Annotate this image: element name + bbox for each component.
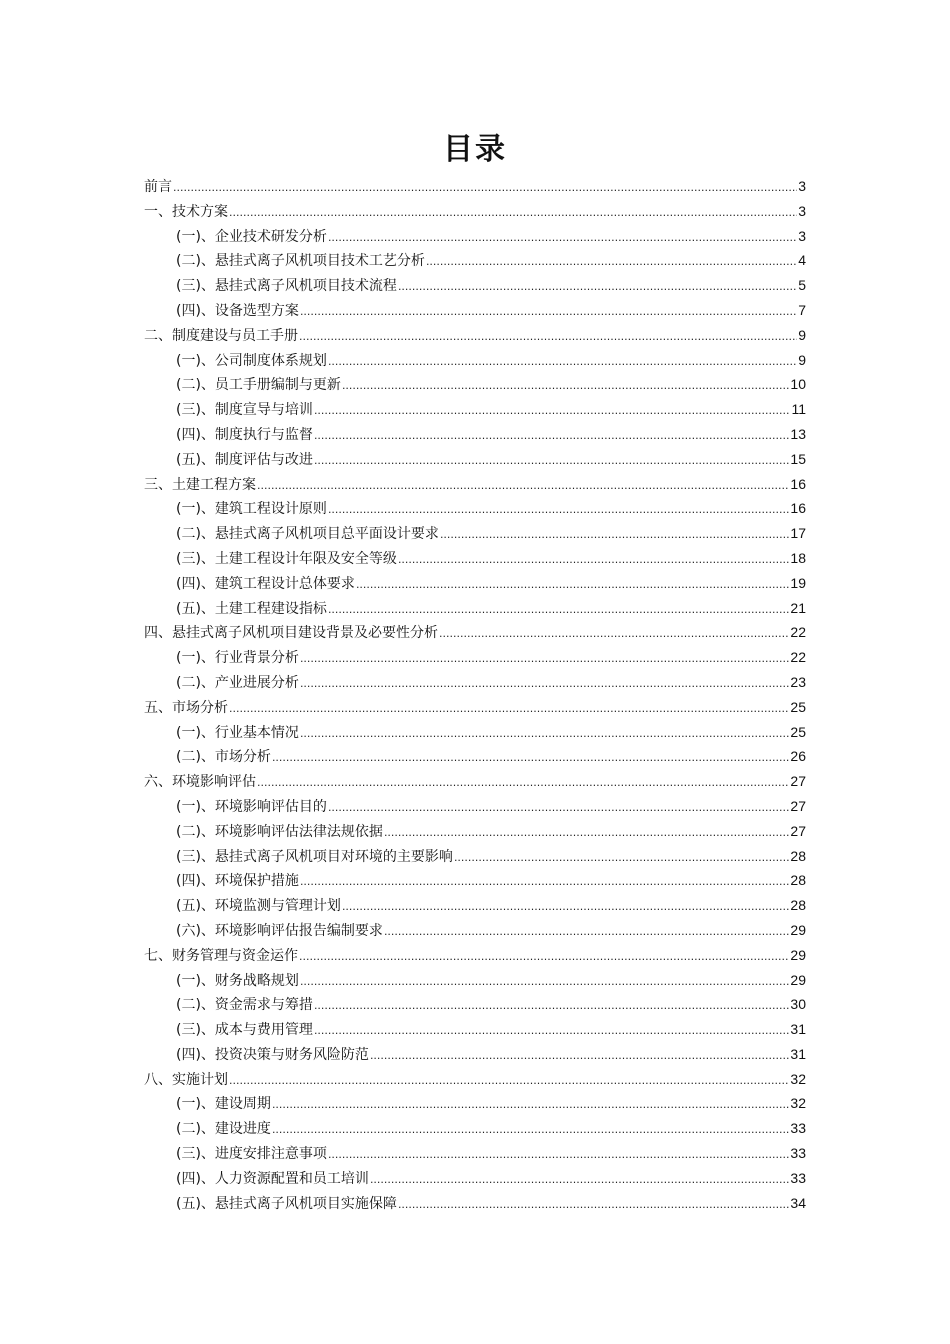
toc-page-number: 3 [798,227,806,244]
toc-chapter-entry[interactable] [144,472,806,497]
toc-section-entry[interactable] [144,1141,806,1166]
toc-dot-leader [398,548,789,573]
toc-page-number: 32 [790,1070,806,1087]
toc-dot-leader [398,275,797,300]
toc-section-entry[interactable] [144,546,806,571]
toc-page-number: 31 [790,1045,806,1062]
toc-entry-title: (五)、制度评估与改进 [176,451,313,468]
toc-section-entry[interactable] [144,447,806,472]
toc-chapter-entry[interactable] [144,769,806,794]
toc-entry-title: (二)、建设进度 [176,1121,271,1138]
toc-section-entry[interactable] [144,794,806,819]
toc-entry-title: (二)、悬挂式离子风机项目总平面设计要求 [176,526,439,543]
toc-page-number: 32 [790,1095,806,1112]
toc-dot-leader [439,622,789,647]
toc-section-entry[interactable] [144,596,806,621]
toc-section-entry[interactable] [144,968,806,993]
toc-section-entry[interactable] [144,1116,806,1141]
toc-entry-title: (六)、环境影响评估报告编制要求 [176,922,383,939]
toc-section-entry[interactable] [144,348,806,373]
toc-page-number: 9 [798,351,806,368]
toc-dot-leader [454,846,789,871]
toc-dot-leader [300,647,789,672]
toc-section-entry[interactable] [144,1091,806,1116]
toc-dot-leader [426,250,797,275]
toc-dot-leader [300,870,789,895]
toc-section-entry[interactable] [144,273,806,298]
toc-page-number: 34 [790,1194,806,1211]
toc-section-entry[interactable] [144,521,806,546]
toc-page-number: 23 [790,673,806,690]
toc-entry-title: (五)、环境监测与管理计划 [176,898,341,915]
toc-dot-leader [440,523,789,548]
toc-section-entry[interactable] [144,224,806,249]
toc-page-number: 30 [790,996,806,1013]
toc-entry-title: 五、市场分析 [144,699,228,716]
toc-dot-leader [328,498,789,523]
toc-section-entry[interactable] [144,992,806,1017]
toc-section-entry[interactable] [144,1042,806,1067]
toc-page-number: 33 [790,1169,806,1186]
toc-section-entry[interactable] [144,918,806,943]
toc-page-number: 27 [790,797,806,814]
toc-dot-leader [300,970,789,995]
toc-section-entry[interactable] [144,496,806,521]
toc-entry-title: (二)、环境影响评估法律法规依据 [176,823,383,840]
toc-dot-leader [342,895,789,920]
toc-page-number: 22 [790,624,806,641]
toc-dot-leader [356,573,789,598]
toc-page-number: 10 [790,376,806,393]
toc-entry-title: 二、制度建设与员工手册 [144,327,298,344]
toc-page-number: 3 [798,202,806,219]
toc-entry-title: (四)、制度执行与监督 [176,426,313,443]
toc-dot-leader [300,672,789,697]
toc-chapter-entry[interactable] [144,695,806,720]
toc-entry-title: (四)、人力资源配置和员工培训 [176,1170,369,1187]
toc-page-number: 18 [790,549,806,566]
toc-page-number: 22 [790,649,806,666]
toc-entry-title: 八、实施计划 [144,1071,228,1088]
toc-dot-leader [328,350,797,375]
toc-page-number: 16 [790,500,806,517]
toc-chapter-entry[interactable] [144,943,806,968]
toc-dot-leader [328,598,789,623]
toc-entry-title: (一)、公司制度体系规划 [176,352,327,369]
toc-entry-title: (一)、建筑工程设计原则 [176,501,327,518]
toc-entry-title: (一)、建设周期 [176,1096,271,1113]
toc-page-number: 11 [791,401,806,418]
toc-section-entry[interactable] [144,1191,806,1216]
toc-dot-leader [229,1069,789,1094]
toc-entry-title: (三)、悬挂式离子风机项目技术流程 [176,278,397,295]
toc-dot-leader [314,994,789,1019]
toc-section-entry[interactable] [144,893,806,918]
toc-entry-title: (三)、土建工程设计年限及安全等级 [176,550,397,567]
toc-section-entry[interactable] [144,571,806,596]
toc-chapter-entry[interactable] [144,323,806,348]
toc-dot-leader [229,201,797,226]
toc-page-number: 29 [790,921,806,938]
toc-page-number: 25 [790,723,806,740]
toc-dot-leader [384,920,789,945]
toc-section-entry[interactable] [144,844,806,869]
toc-chapter-entry[interactable] [144,1067,806,1092]
toc-dot-leader [398,1193,789,1218]
toc-entry-title: (四)、设备选型方案 [176,302,299,319]
toc-entry-title: 四、悬挂式离子风机项目建设背景及必要性分析 [144,625,438,642]
toc-page-number: 3 [798,178,806,194]
toc-section-entry[interactable] [144,372,806,397]
toc-section-entry[interactable] [144,422,806,447]
toc-dot-leader [370,1168,789,1193]
toc-page-number: 17 [790,525,806,542]
toc-entry-title: (四)、环境保护措施 [176,873,299,890]
toc-entry-title: (二)、市场分析 [176,749,271,766]
toc-page-number: 21 [790,599,806,616]
toc-page-number: 19 [790,574,806,591]
toc-page-number: 15 [790,450,806,467]
toc-entry-title: (四)、建筑工程设计总体要求 [176,575,355,592]
toc-dot-leader [229,697,789,722]
toc-entry-title: (二)、悬挂式离子风机项目技术工艺分析 [176,253,425,270]
table-of-contents [144,174,806,1215]
toc-entry-title: (三)、进度安排注意事项 [176,1146,327,1163]
toc-entry-title: 前言 [144,179,172,195]
toc-dot-leader [300,722,789,747]
toc-dot-leader [272,746,789,771]
toc-entry-title: (二)、员工手册编制与更新 [176,377,341,394]
toc-page-number: 27 [790,822,806,839]
toc-dot-leader [328,1143,789,1168]
toc-entry-title: (三)、制度宣导与培训 [176,402,313,419]
toc-dot-leader [314,424,789,449]
toc-dot-leader [173,176,797,201]
toc-section-entry[interactable] [144,868,806,893]
toc-page-number: 33 [790,1120,806,1137]
toc-entry-title: (一)、环境影响评估目的 [176,798,327,815]
toc-section-entry[interactable] [144,744,806,769]
toc-page-number: 26 [790,748,806,765]
toc-entry-title: 一、技术方案 [144,203,228,220]
toc-section-entry[interactable] [144,645,806,670]
toc-entry-title: (二)、资金需求与筹措 [176,997,313,1014]
toc-dot-leader [328,226,797,251]
toc-dot-leader [384,821,789,846]
toc-dot-leader [299,945,789,970]
toc-dot-leader [299,325,797,350]
toc-entry-title: (三)、悬挂式离子风机项目对环境的主要影响 [176,848,453,865]
toc-page-number: 25 [790,698,806,715]
toc-page-number: 29 [790,946,806,963]
toc-entry-title: (一)、企业技术研发分析 [176,228,327,245]
toc-page-number: 4 [798,252,806,269]
toc-section-entry[interactable] [144,819,806,844]
toc-page-number: 28 [790,847,806,864]
toc-page-number: 27 [790,773,806,790]
toc-page-number: 16 [790,475,806,492]
toc-page-number: 28 [790,872,806,889]
toc-page-number: 7 [798,301,806,318]
toc-entry-title: (三)、成本与费用管理 [176,1022,313,1039]
toc-page-number: 5 [798,277,806,294]
toc-dot-leader [328,796,789,821]
toc-dot-leader [314,449,789,474]
toc-chapter-entry[interactable] [144,199,806,224]
page-title: 目录 [443,132,507,167]
toc-section-entry[interactable] [144,248,806,273]
toc-entry-title: (一)、行业基本情况 [176,724,299,741]
toc-section-entry[interactable] [144,1166,806,1191]
toc-dot-leader [272,1093,789,1118]
toc-page-number: 13 [790,425,806,442]
toc-entry-title: 七、财务管理与资金运作 [144,947,298,964]
toc-dot-leader [257,771,789,796]
toc-page-number: 29 [790,971,806,988]
toc-dot-leader [314,399,791,424]
toc-entry-title: (一)、财务战略规划 [176,972,299,989]
toc-section-entry[interactable] [144,720,806,745]
toc-chapter-entry[interactable] [144,174,806,199]
toc-entry-title: (四)、投资决策与财务风险防范 [176,1046,369,1063]
toc-section-entry[interactable] [144,1017,806,1042]
toc-entry-title: 三、土建工程方案 [144,476,256,493]
toc-dot-leader [272,1118,789,1143]
toc-entry-title: (二)、产业进展分析 [176,674,299,691]
toc-page-number: 31 [790,1021,806,1038]
toc-dot-leader [370,1044,789,1069]
toc-page-number: 9 [798,326,806,343]
toc-dot-leader [314,1019,789,1044]
toc-dot-leader [257,474,789,499]
toc-page-number: 28 [790,897,806,914]
toc-chapter-entry[interactable] [144,620,806,645]
toc-page-number: 33 [790,1145,806,1162]
toc-entry-title: (五)、土建工程建设指标 [176,600,327,617]
toc-section-entry[interactable] [144,298,806,323]
toc-dot-leader [342,374,789,399]
toc-entry-title: (五)、悬挂式离子风机项目实施保障 [176,1195,397,1212]
toc-dot-leader [300,300,797,325]
toc-section-entry[interactable] [144,397,806,422]
toc-entry-title: (一)、行业背景分析 [176,650,299,667]
toc-section-entry[interactable] [144,670,806,695]
toc-entry-title: 六、环境影响评估 [144,774,256,791]
